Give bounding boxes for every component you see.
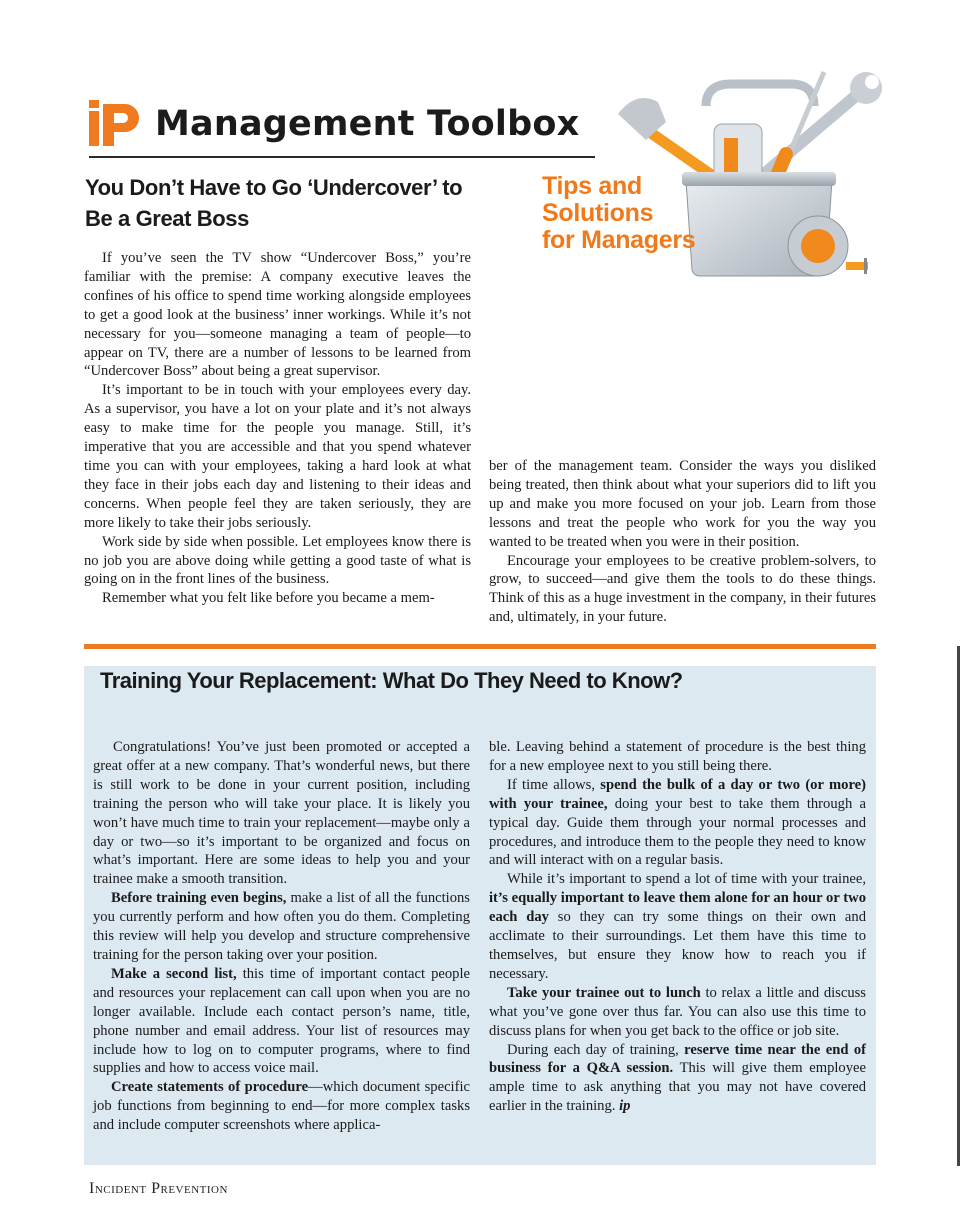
end-mark-signature: ip	[619, 1098, 631, 1115]
tips-line-2: Solutions	[542, 199, 654, 227]
bold-lead: Make a second list,	[111, 965, 237, 982]
tips-tagline	[542, 173, 695, 254]
tips-line-1: Tips and	[542, 172, 642, 200]
article2-column-2	[489, 738, 866, 1116]
publication-footer: Incident Prevention	[89, 1180, 228, 1197]
ip-logo-icon	[89, 100, 141, 146]
article2-paragraph	[489, 1041, 866, 1117]
paragraph-text: While it’s important to spend a lot of time with your trainee,	[507, 871, 866, 888]
paragraph-text: make a list of all the functions you currently perform and how often you do them. Completing this review will help you develop and structure comprehensive training for the person taking over your position.	[93, 890, 470, 963]
bold-lead: it’s equally important to leave them alone for an hour or two each day	[489, 890, 866, 926]
masthead-title: Management Toolbox	[155, 104, 580, 144]
paragraph-text: If time allows,	[507, 776, 601, 793]
article1-paragraph: If you’ve seen the TV show “Undercover Boss,” you’re familiar with the premise: A company executive leaves the confines of his office to spend time working alongside employees to get a good look at the business’ inner workings. While it’s not necessary for you—someone managing a team of people—to appear on TV, there are a number of lessons to be learned from “Undercover Boss” about being a great supervisor.	[84, 250, 471, 380]
article1-column-2	[489, 457, 876, 627]
bold-lead: reserve time near the end of business for a Q&A session.	[489, 1041, 866, 1077]
section-divider	[84, 644, 876, 649]
article2-title: Training Your Replacement: What Do They Need to Know?	[100, 668, 683, 693]
article2-paragraph: Congratulations! You’ve just been promoted or accepted a great offer at a new company. That’s wonderful news, but there is still work to be done in your current position, including training the person who will take your place. It is likely you won’t have much time to train your replacement—maybe only a day or two—so it’s important to be organized and focus on what’s important. Here are some ideas to help you and your trainee make a smooth transition.	[93, 739, 470, 888]
paragraph-text: During each day of training,	[507, 1041, 685, 1058]
bold-lead: Take your trainee out to lunch	[507, 984, 701, 1001]
paragraph-text: so they can try some things on their own and acclimate to their surroundings. Let them have this time to themselves, but ensure they know how to reach you if necessary.	[489, 909, 867, 982]
paragraph-text: to relax a little and discuss what you’ve gone over thus far. You can also use this time to discuss plans for when you get back to the office or job site.	[489, 984, 866, 1039]
bold-lead: spend the bulk of a day or two (or more) with your trainee,	[489, 776, 866, 812]
paragraph-text: this time of important contact people and resources your replacement can call upon when you are no longer available. Include each contact person’s name, title, phone number and email address. Your list of resources may include how to log on to computer programs, where to find supplies and how to access voice mail.	[93, 965, 470, 1077]
article2-column-1	[93, 738, 470, 1135]
article1-column-1	[84, 249, 471, 608]
article1-paragraph: It’s important to be in touch with your employees every day. As a supervisor, you have a lot on your plate and it’s not always easy to make time for the people you manage. Still, it’s imperative that you are accessible and that you spend whatever time you can with your employees, taking a hard look at what they face in their jobs each day and listening to their ideas and concerns. When people feel they are taken seriously, they are more likely to take their jobs seriously.	[84, 382, 471, 531]
article2-paragraph	[489, 984, 866, 1041]
article2-paragraph	[93, 1078, 470, 1135]
tips-line-3: for Managers	[542, 226, 696, 254]
masthead-rule	[89, 156, 595, 158]
article1-paragraph: Work side by side when possible. Let employees know there is no job you are above doing while getting a good taste of what is going on in the front lines of the business.	[84, 533, 471, 588]
article1-paragraph: Encourage your employees to be creative problem-solvers, to grow, to succeed—and give them the tools to do these things. Think of this as a huge investment in the company, in their futures and, ultimately, in your future.	[489, 552, 876, 626]
article2-paragraph	[93, 965, 470, 1078]
paragraph-text: This will give them employee ample time to ask anything that you may not have covered earlier in the training.	[489, 1060, 866, 1115]
article2-paragraph: ble. Leaving behind a statement of procedure is the best thing for a new employee next to you still being there.	[489, 739, 866, 774]
article1-paragraph: ber of the management team. Consider the ways you disliked being treated, then think about what your superiors did to lift you up and make you more focused on your job. Learn from those lessons and treat the people who work for you the way you wanted to be treated when you were in their position.	[489, 458, 876, 550]
article2-paragraph	[489, 870, 866, 983]
article2-paragraph	[489, 776, 866, 871]
article2-paragraph	[93, 889, 470, 965]
article1-title: You Don’t Have to Go ‘Undercover’ to Be a Great Boss	[85, 175, 463, 231]
article1-paragraph: Remember what you felt like before you became a mem-	[102, 590, 435, 607]
bold-lead: Create statements of procedure	[111, 1079, 309, 1096]
paragraph-text: doing your best to take them through a typical day. Guide them through your normal processes and procedures, and introduce them to the people they need to know and will interact with on a regular basis.	[489, 795, 866, 869]
paragraph-text: —which document specific job functions from beginning to end—for more complex tasks and include computer screenshots where applica-	[93, 1079, 471, 1134]
bold-lead: Before training even begins,	[111, 890, 287, 907]
